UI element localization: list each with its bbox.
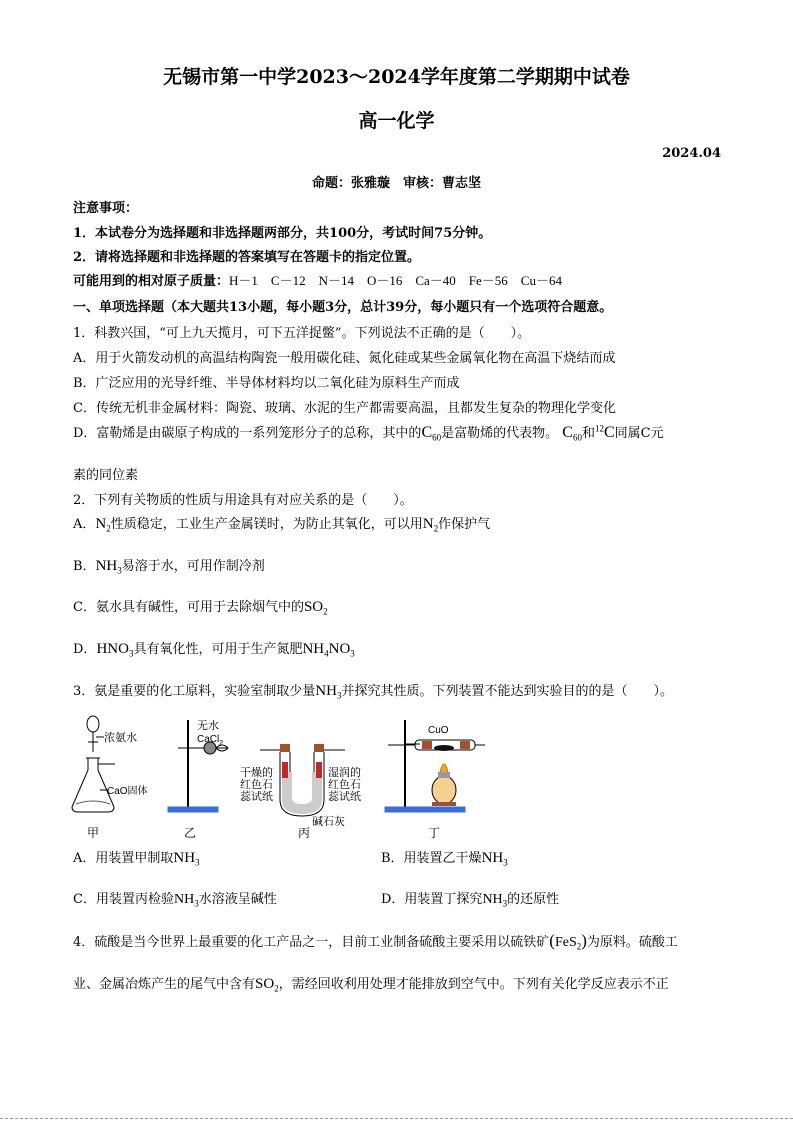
q1-stem: 1．科教兴国，“可上九天揽月，可下五洋捉鳖”。下列说法不正确的是（ ）。 — [73, 326, 531, 341]
page-bottom-rule — [0, 1118, 793, 1119]
jia-label-cao: CaO固体 — [107, 786, 148, 797]
bing-left-label-3: 蕊试纸 — [240, 790, 273, 803]
notice-item-1: 1．本试卷分为选择题和非选择题两部分，共100分，考试时间75分钟。 — [73, 226, 492, 241]
caption-bing: 丙 — [298, 826, 311, 840]
jia-label-ammonia: 浓氨水 — [104, 731, 137, 744]
q3-option-d: D．用装置丁探究$NH_3$的还原性 — [381, 892, 560, 909]
caption-yi: 乙 — [184, 826, 197, 840]
yi-label-anhydrous: 无水 — [197, 719, 219, 732]
q3-option-c: C．用装置丙检验$NH_3$水溶液呈碱性 — [73, 892, 277, 909]
q3-apparatus-figure — [60, 712, 500, 840]
q2-option-c: C．氨水具有碱性，可用于去除烟气中的$SO_2$ — [73, 599, 328, 617]
exam-setter: 命题：张雅璇 审核：曹志坚 — [311, 176, 481, 191]
q3-option-a: A．用装置甲制取$NH_3$ — [73, 850, 200, 868]
q1-option-d: D．富勒烯是由碳原子构成的一系列笼形分子的总称，其中的$C_{60}$是富勒烯的代表物。 $C_{60}$和$^{12}$C同属C元 — [73, 423, 664, 443]
bing-bottom-label: 碱石灰 — [312, 815, 345, 828]
q2-stem: 2．下列有关物质的性质与用途具有对应关系的是（ ）。 — [73, 493, 413, 508]
q1-option-c: C．传统无机非金属材料：陶瓷、玻璃、水泥的生产都需要高温，且都发生复杂的物理化学变化 — [73, 401, 616, 416]
bing-right-label-2: 红色石 — [328, 778, 361, 791]
q2-option-d: D．$HNO_3$具有氧化性，可用于生产氮肥$NH_4NO_3$ — [73, 641, 355, 659]
bing-right-label-3: 蕊试纸 — [328, 790, 361, 803]
q1-option-d-cont: 素的同位素 — [73, 468, 139, 483]
q1-option-b: B．广泛应用的光导纤维、半导体材料均以二氧化硅为原料生产而成 — [73, 376, 460, 391]
section-1-heading: 一、单项选择题（本大题共13小题，每小题3分，总计39分，每小题只有一个选项符合题意。 — [73, 300, 613, 315]
atomic-mass-line — [73, 270, 562, 289]
atomic-mass-values: H－1 C－12 N－14 O－16 Ca－40 Fe－56 Cu－64 — [229, 273, 562, 288]
notice-item-2: 2．请将选择题和非选择题的答案填写在答题卡的指定位置。 — [73, 250, 421, 265]
bing-left-label-2: 红色石 — [240, 778, 273, 791]
exam-date: 2024.04 — [662, 146, 721, 161]
q1-option-a: A．用于火箭发动机的高温结构陶瓷一般用碳化硅、氮化硅或某些金属氧化物在高温下烧结而成 — [73, 351, 616, 366]
q3-stem: 3．氨是重要的化工原料，实验室制取少量$NH_3$并探究其性质。下列装置不能达到实验目的的是（ ）。 — [73, 683, 673, 701]
caption-ding: 丁 — [428, 826, 441, 840]
bing-right-label-1: 湿润的 — [328, 766, 361, 779]
ding-label-cuo: CuO — [428, 725, 449, 736]
q2-option-b: B．$NH_3$易溶于水，可用作制冷剂 — [73, 558, 265, 576]
yi-label-cacl2: CaCl$_2$ — [197, 734, 224, 747]
exam-subject: 高一化学 — [358, 110, 435, 132]
notice-heading: 注意事项： — [73, 201, 139, 216]
bing-left-label-1: 干燥的 — [240, 766, 273, 779]
q4-line-2: 业、金属冶炼产生的尾气中含有$SO_2$，需经回收利用处理才能排放到空气中。下列有关化学反应表示不正 — [73, 976, 669, 994]
caption-jia: 甲 — [87, 826, 100, 840]
q2-option-a: A．$N_2$性质稳定，工业生产金属镁时，为防止其氧化，可以用$N_2$作保护气 — [73, 516, 491, 534]
q3-option-b: B．用装置乙干燥$NH_3$ — [381, 850, 508, 868]
q4-line-1: 4．硫酸是当今世界上最重要的化工产品之一，目前工业制备硫酸主要采用以硫铁矿(FeS$_2$)为原料。硫酸工 — [73, 931, 678, 952]
exam-title: 无锡市第一中学2023～2024学年度第二学期期中试卷 — [163, 66, 630, 88]
atomic-mass-label: 可能用到的相对原子质量： — [73, 274, 230, 289]
